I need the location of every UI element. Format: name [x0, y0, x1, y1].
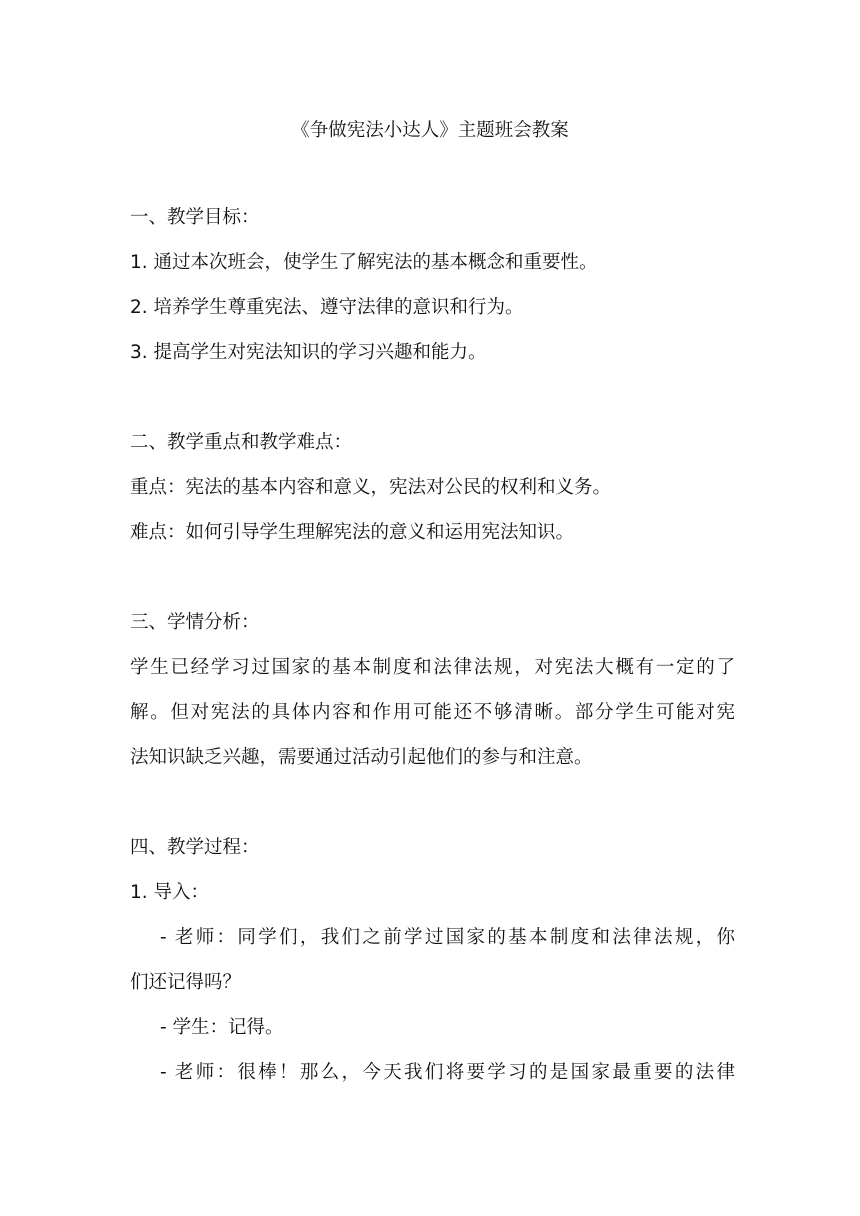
document-title: 《争做宪法小达人》主题班会教案 [291, 120, 569, 141]
dialogue-line-2: - 学生：记得。 [160, 1017, 284, 1038]
section-1-heading: 一、教学目标： [130, 207, 260, 228]
key-point-text: 重点：宪法的基本内容和意义，宪法对公民的权利和义务。 [130, 477, 612, 498]
process-step-1: 1. 导入： [130, 882, 210, 903]
section-4-heading: 四、教学过程： [130, 837, 260, 858]
objective-item-1: 1. 通过本次班会，使学生了解宪法的基本概念和重要性。 [130, 252, 598, 273]
difficulty-text: 难点：如何引导学生理解宪法的意义和运用宪法知识。 [130, 522, 575, 543]
objective-item-3: 3. 提高学生对宪法知识的学习兴趣和能力。 [130, 342, 487, 363]
analysis-line-1: 学生已经学习过国家的基本制度和法律法规，对宪法大概有一定的了 [130, 657, 735, 678]
section-2-heading: 二、教学重点和教学难点： [130, 432, 353, 453]
objective-item-2: 2. 培养学生尊重宪法、遵守法律的意识和行为。 [130, 297, 524, 318]
analysis-line-3: 法知识缺乏兴趣，需要通过活动引起他们的参与和注意。 [130, 747, 593, 768]
dialogue-line-1-continued: 们还记得吗？ [130, 972, 242, 993]
section-3-heading: 三、学情分析： [130, 612, 260, 633]
analysis-line-2: 解。但对宪法的具体内容和作用可能还不够清晰。部分学生可能对宪 [130, 702, 735, 723]
dialogue-line-1: - 老师：同学们，我们之前学过国家的基本制度和法律法规，你 [160, 927, 735, 948]
dialogue-line-3: - 老师：很棒！那么，今天我们将要学习的是国家最重要的法律 [160, 1062, 735, 1083]
